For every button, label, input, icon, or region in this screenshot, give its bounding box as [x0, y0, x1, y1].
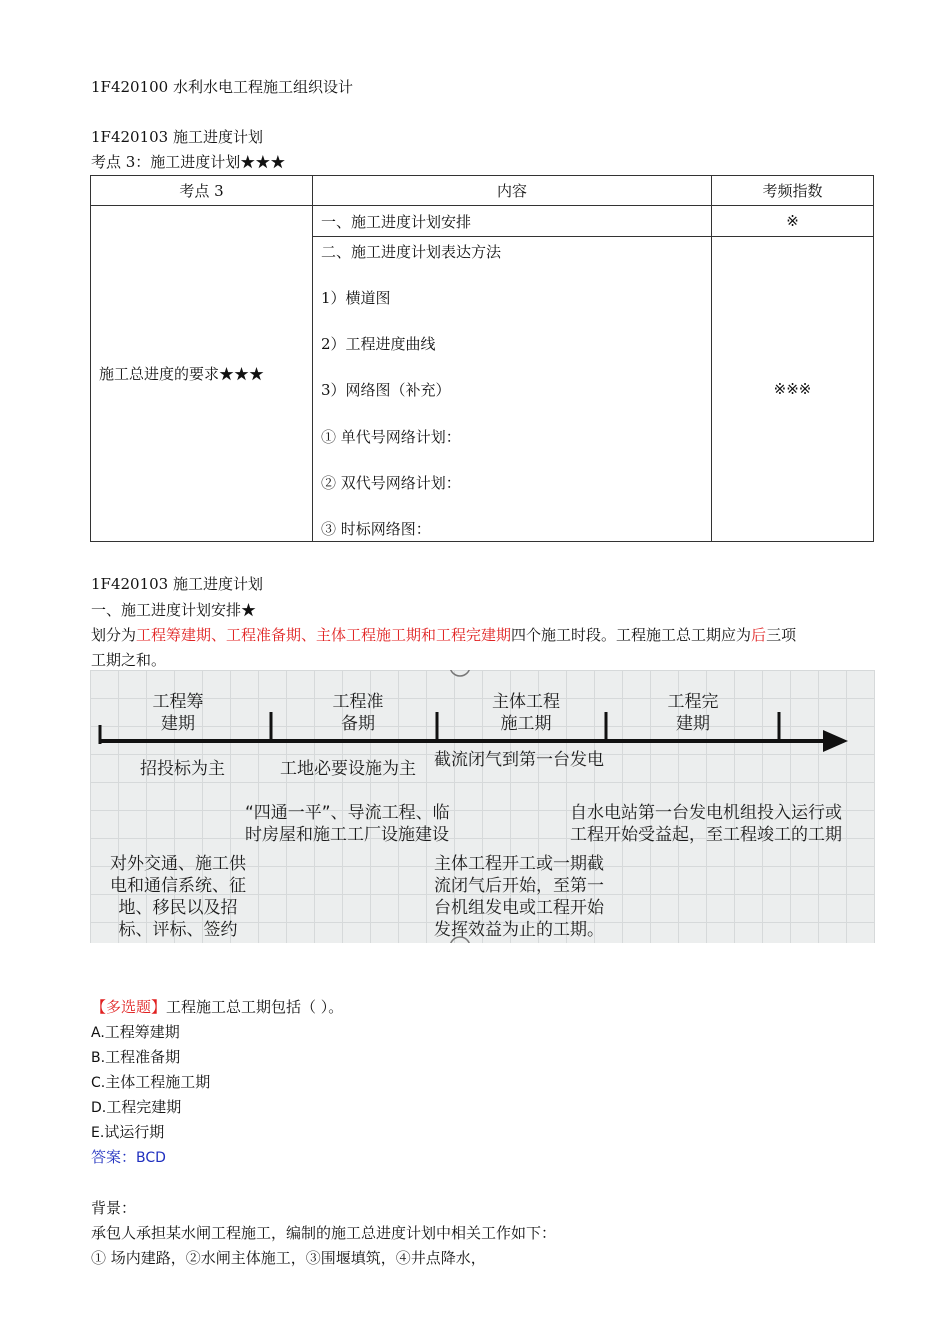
content-cell — [313, 237, 712, 542]
paragraph-line — [91, 625, 796, 645]
option-text: 工程准备期 — [105, 1048, 181, 1066]
paragraph-text: 划分为 — [91, 626, 137, 644]
method-item: 二、施工进度计划表达方法 — [321, 243, 502, 261]
option-b — [91, 1047, 180, 1068]
method-item: ② 双代号网络计划： — [321, 473, 461, 492]
option-text: 试运行期 — [104, 1123, 165, 1141]
kaodian-table — [90, 175, 874, 542]
paragraph-highlight: 后 — [751, 626, 767, 644]
answer-label: 答案： — [91, 1148, 137, 1166]
method-item: 3）网络图（补充） — [321, 381, 451, 400]
table-row — [91, 206, 874, 237]
topic-cell: 施工总进度的要求★★★ — [91, 206, 313, 542]
frequency-cell: ※ — [712, 206, 874, 237]
method-item: ③ 时标网络图： — [321, 519, 431, 538]
paragraph-text: 三项 — [766, 626, 797, 644]
phase-main-works: 主体工程 施工期 — [492, 692, 560, 734]
background-line: 承包人承担某水闸工程施工，编制的施工总进度计划中相关工作如下： — [91, 1224, 557, 1242]
option-text: 主体工程施工期 — [105, 1073, 211, 1091]
answer-line — [91, 1147, 166, 1168]
label-bidding: 招投标为主 — [140, 759, 225, 779]
question-tag: 【多选题】 — [91, 998, 167, 1016]
subsection-title: 1F420103 施工进度计划 — [91, 128, 263, 146]
section-title: 1F420100 水利水电工程施工组织设计 — [91, 78, 353, 96]
paragraph-line: 工期之和。 — [91, 651, 167, 669]
method-item: 1）横道图 — [321, 289, 391, 308]
option-a — [91, 1022, 180, 1043]
desc-completion: 自水电站第一台发电机组投入运行或 工程开始受益起，至工程竣工的工期 — [570, 803, 842, 845]
option-e — [91, 1122, 164, 1143]
label-site-facilities: 工地必要设施为主 — [280, 759, 416, 779]
header-frequency: 考频指数 — [712, 176, 874, 206]
option-text: 工程筹建期 — [104, 1023, 180, 1041]
header-content: 内容 — [313, 176, 712, 206]
method-item: 2）工程进度曲线 — [321, 335, 436, 354]
option-letter: B. — [91, 1050, 106, 1066]
answer-value: BCD — [136, 1150, 166, 1166]
table-header-row — [91, 176, 874, 206]
desc-preparation: “四通一平”、导流工程、临 时房屋和施工工厂设施建设 — [245, 803, 450, 845]
paragraph-highlight: 工程筹建期、工程准备期、主体工程施工期和工程完建期 — [136, 626, 512, 644]
construction-timeline-figure — [90, 670, 875, 943]
phase-preparation: 工程准 备期 — [332, 692, 384, 734]
option-d — [91, 1097, 181, 1118]
frequency-cell: ※※※ — [712, 237, 874, 542]
option-letter: C. — [91, 1075, 106, 1091]
subsection-title-2: 1F420103 施工进度计划 — [91, 575, 263, 593]
point-title: 一、施工进度计划安排★ — [91, 601, 257, 619]
kaodian-title: 考点 3：施工进度计划★★★ — [91, 153, 286, 171]
content-cell: 一、施工进度计划安排 — [313, 206, 712, 237]
option-letter: A. — [91, 1025, 105, 1041]
question-stem — [91, 997, 343, 1017]
option-c — [91, 1072, 210, 1093]
option-letter: E. — [91, 1125, 105, 1141]
label-closure-to-power: 截流闭气到第一台发电 — [434, 750, 604, 770]
phase-completion: 工程完 建期 — [667, 692, 719, 734]
background-title: 背景： — [91, 1199, 137, 1217]
paragraph-text: 四个施工时段。工程施工总工期应为 — [511, 626, 752, 644]
option-letter: D. — [91, 1100, 107, 1116]
desc-main-works: 主体工程开工或一期截 流闭气后开始，至第一 台机组发电或工程开始 发挥效益为止的工期。 — [434, 854, 604, 940]
phase-planning: 工程筹 建期 — [152, 692, 204, 734]
header-kaodian: 考点 3 — [91, 176, 313, 206]
background-line: ① 场内建路，②水闸主体施工，③围堰填筑，④井点降水， — [91, 1249, 486, 1267]
method-item: ① 单代号网络计划： — [321, 427, 461, 446]
question-text: 工程施工总工期包括（ ）。 — [166, 998, 344, 1016]
option-text: 工程完建期 — [106, 1098, 182, 1116]
desc-planning: 对外交通、施工供 电和通信系统、征 地、移民以及招 标、评标、签约 — [110, 854, 246, 940]
